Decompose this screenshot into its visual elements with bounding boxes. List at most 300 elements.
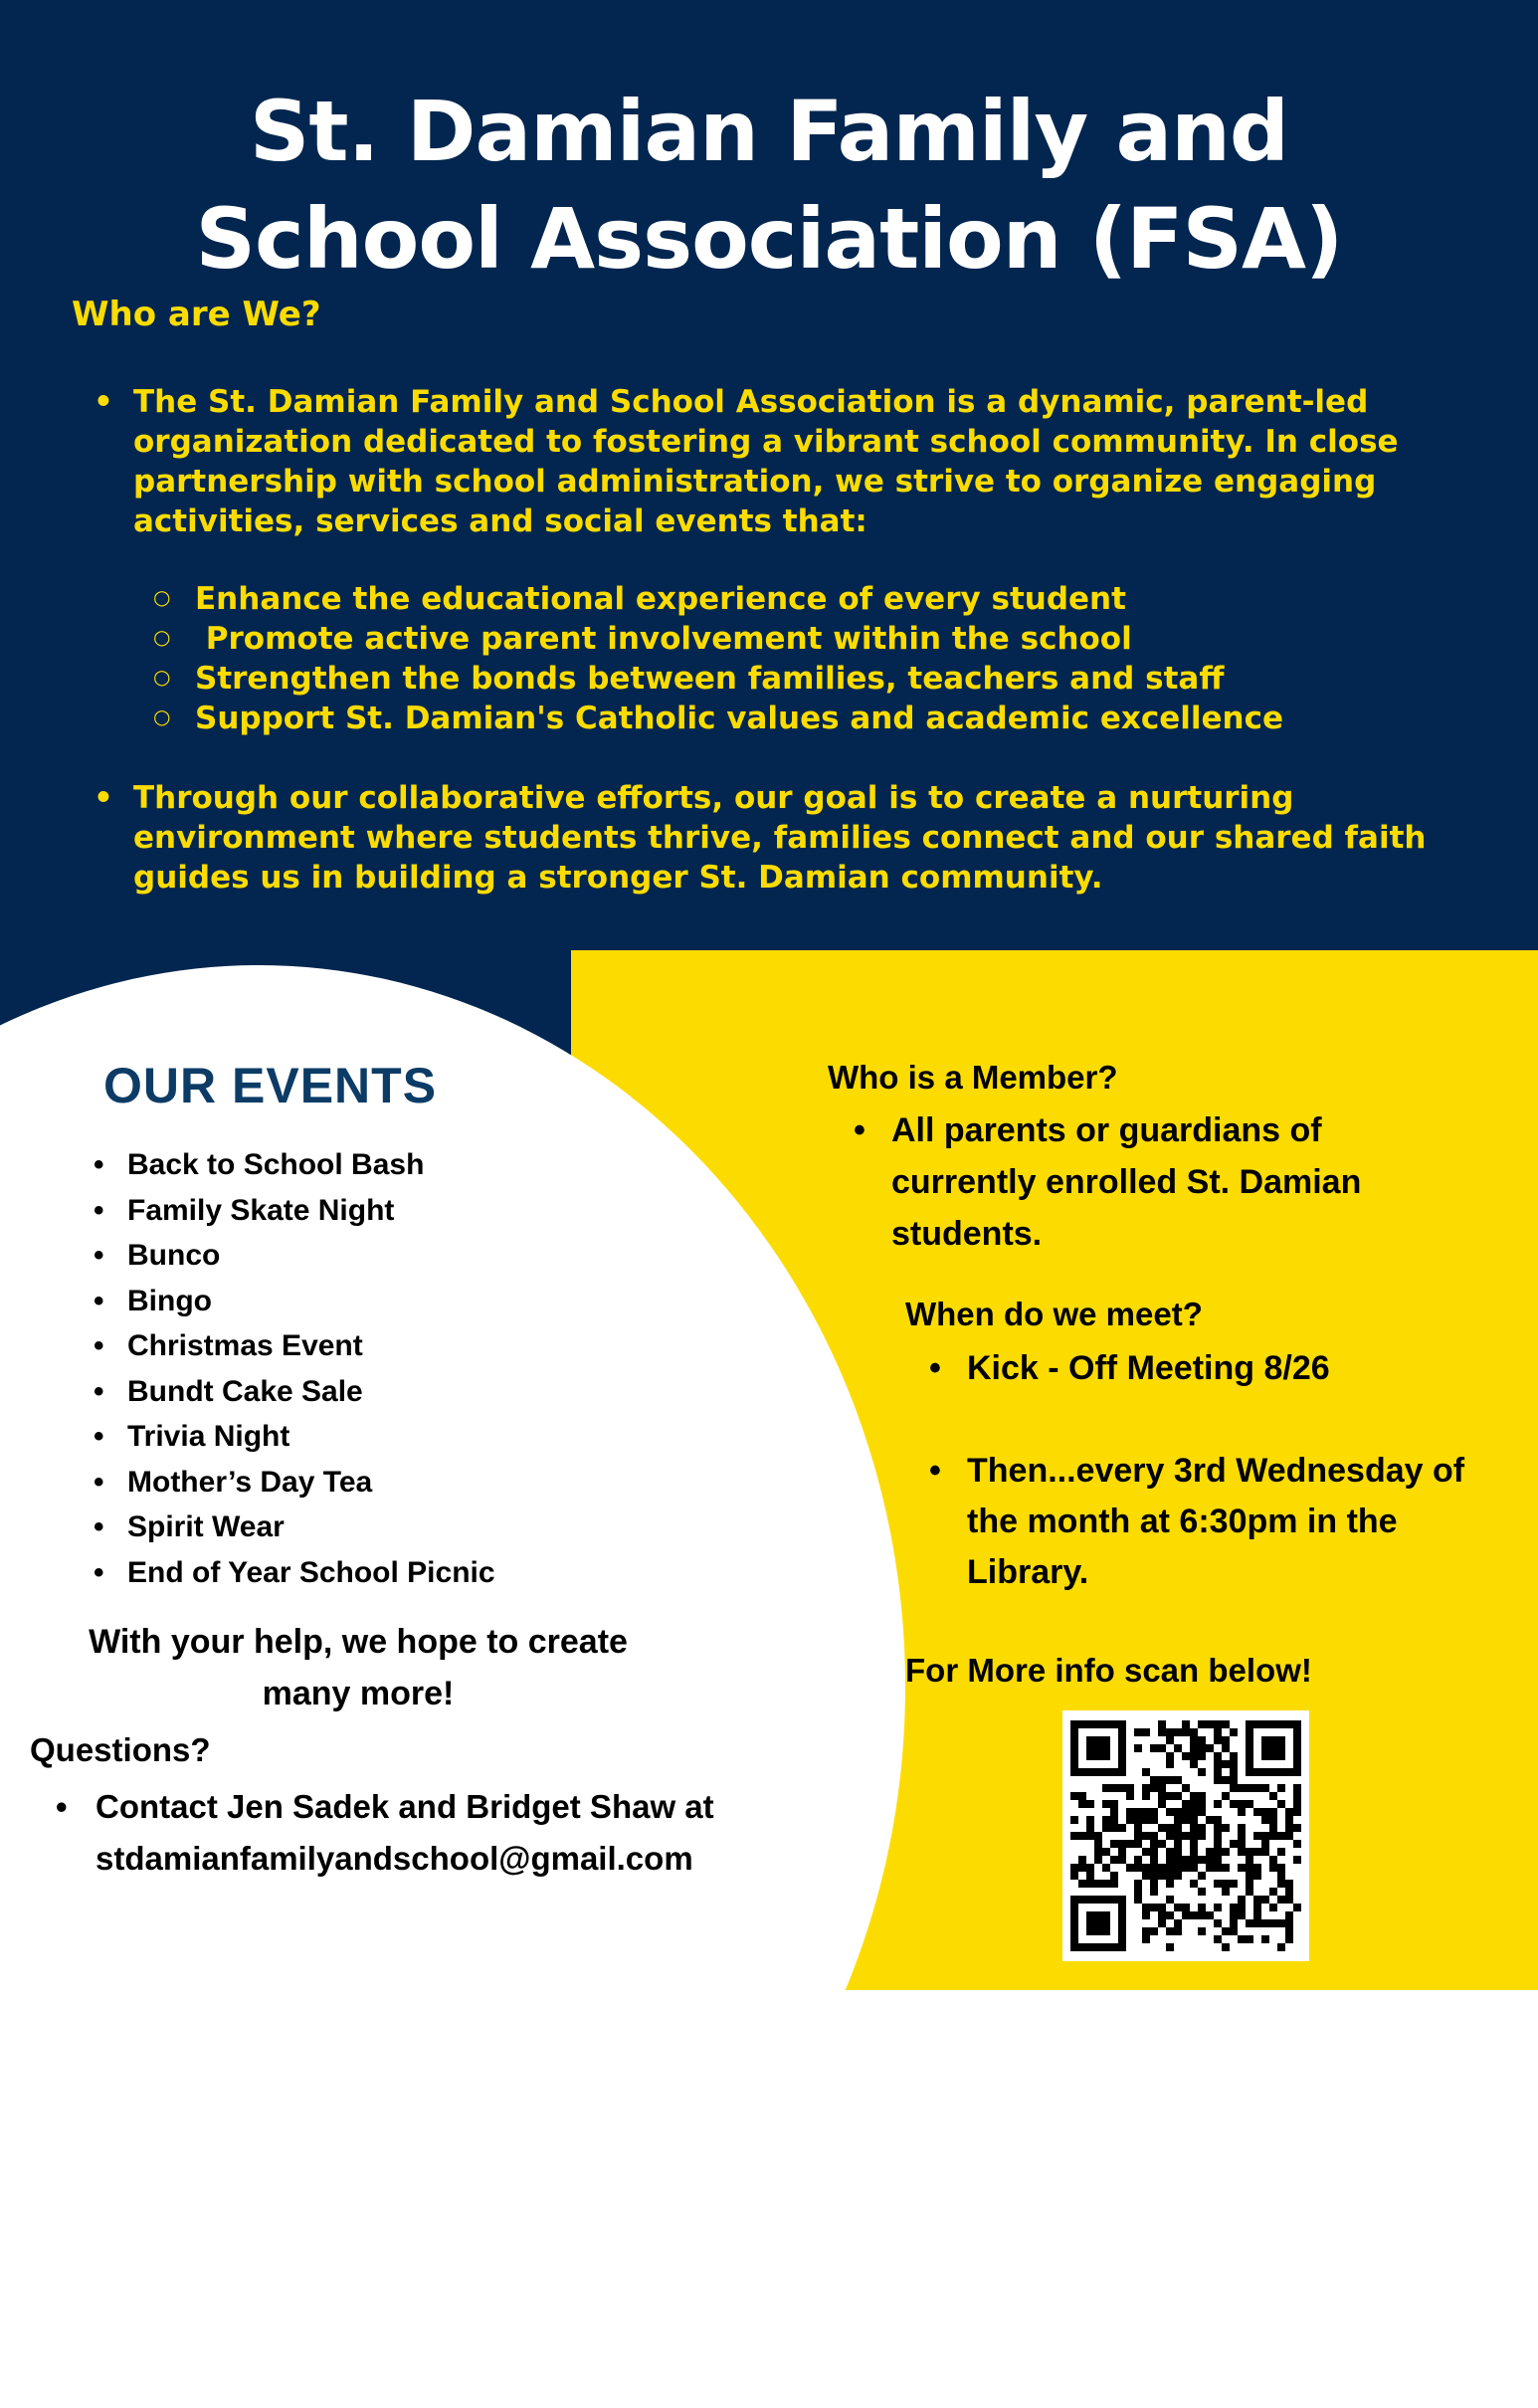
qr-module [1174,1792,1182,1800]
qr-module [1158,1792,1166,1800]
qr-module [1150,1832,1158,1840]
qr-module [1174,1872,1182,1880]
qr-code-graphic [1070,1720,1301,1951]
qr-module [1238,1800,1246,1808]
qr-module [1285,1911,1293,1919]
qr-module [1230,1927,1238,1935]
qr-module [1238,1904,1246,1911]
qr-module [1230,1919,1238,1927]
qr-module [1174,1840,1182,1848]
qr-module [1166,1856,1174,1864]
qr-module [1078,1864,1086,1872]
qr-module [1293,1800,1301,1808]
qr-module [1214,1832,1222,1840]
qr-module [1110,1784,1118,1792]
qr-module [1094,1856,1102,1864]
qr-module [1174,1848,1182,1856]
qr-module [1182,1720,1190,1728]
qr-module [1214,1720,1222,1728]
qr-module [1285,1896,1293,1904]
qr-module [1102,1880,1110,1888]
qr-module [1222,1720,1230,1728]
qr-module [1230,1752,1238,1760]
qr-module [1285,1832,1293,1840]
qr-module [1166,1911,1174,1919]
events-title: OUR EVENTS [103,1058,438,1113]
qr-module [1293,1824,1301,1832]
event-item: • Trivia Night [94,1414,495,1460]
qr-module [1246,1856,1253,1864]
qr-module [1166,1864,1174,1872]
event-item: • End of Year School Picnic [94,1550,495,1596]
qr-module [1158,1776,1166,1784]
qr-module [1230,1800,1238,1808]
qr-code-icon[interactable] [1062,1710,1309,1961]
qr-module [1198,1752,1206,1760]
qr-module [1166,1776,1174,1784]
qr-module [1222,1943,1230,1951]
qr-module [1158,1800,1166,1808]
qr-module [1118,1784,1126,1792]
qr-module [1118,1824,1126,1832]
qr-module [1142,1792,1150,1800]
qr-module [1166,1824,1174,1832]
qr-module [1214,1768,1222,1776]
qr-module [1158,1904,1166,1911]
help-message [40,1616,676,1719]
qr-module [1253,1832,1261,1840]
qr-module [1174,1808,1182,1816]
qr-module [1166,1728,1174,1736]
member-item: • All parents or guardians of currently enrolled St. Damian students. [854,1104,1411,1260]
qr-module [1086,1824,1094,1832]
qr-module [1253,1872,1261,1880]
qr-module [1094,1832,1102,1840]
qr-module [1238,1840,1246,1848]
qr-module [1166,1896,1174,1904]
help-line-2: many more! [262,1675,455,1712]
qr-module [1198,1872,1206,1880]
qr-module [1102,1848,1110,1856]
qr-module [1293,1808,1301,1816]
qr-module [1190,1808,1198,1816]
qr-module [1238,1832,1246,1840]
qr-module [1158,1872,1166,1880]
qr-module [1214,1840,1222,1848]
qr-module [1230,1728,1238,1736]
qr-module [1070,1792,1078,1800]
qr-module [1222,1776,1230,1784]
qr-module [1086,1872,1094,1880]
qr-module [1126,1808,1134,1816]
qr-module [1261,1848,1269,1856]
qr-module [1214,1736,1222,1744]
qr-module [1182,1800,1190,1808]
qr-module [1253,1848,1261,1856]
qr-module [1174,1856,1182,1864]
title-line-2: School Association (FSA) [195,190,1343,288]
qr-module [1246,1800,1253,1808]
qr-module [1166,1792,1174,1800]
qr-module [1078,1792,1086,1800]
qr-module [1150,1904,1158,1911]
qr-module [1198,1824,1206,1832]
qr-module [1222,1848,1230,1856]
qr-module [1142,1935,1150,1943]
qr-finder-inner [1261,1736,1285,1760]
qr-module [1261,1832,1269,1840]
qr-module [1222,1864,1230,1872]
qr-module [1118,1848,1126,1856]
events-list [94,1142,495,1595]
qr-module [1222,1824,1230,1832]
qr-module [1230,1776,1238,1784]
qr-module [1142,1872,1150,1880]
qr-module [1285,1808,1293,1816]
page-title [0,78,1538,293]
qr-module [1158,1911,1166,1919]
qr-module [1214,1880,1222,1888]
qr-module [1230,1911,1238,1919]
qr-module [1110,1840,1118,1848]
qr-module [1166,1880,1174,1888]
qr-module [1126,1816,1134,1824]
qr-module [1102,1800,1110,1808]
qr-module [1134,1832,1142,1840]
qr-module [1086,1880,1094,1888]
qr-module [1246,1935,1253,1943]
qr-module [1293,1840,1301,1848]
qr-module [1246,1848,1253,1856]
meet-item: • Then...every 3rd Wednesday of the month at 6:30pm in the Library. [929,1446,1506,1598]
qr-module [1142,1911,1150,1919]
qr-module [1277,1896,1285,1904]
qr-module [1261,1896,1269,1904]
qr-module [1214,1824,1222,1832]
qr-module [1182,1728,1190,1736]
qr-module [1293,1904,1301,1911]
qr-module [1238,1911,1246,1919]
questions-heading: Questions? [30,1731,211,1768]
qr-module [1190,1848,1198,1856]
qr-module [1277,1848,1285,1856]
goal-item: ○ Strengthen the bonds between families, teachers and staff [133,659,1486,699]
qr-module [1214,1760,1222,1768]
qr-module [1142,1864,1150,1872]
qr-module [1214,1728,1222,1736]
qr-module [1166,1736,1174,1744]
qr-module [1070,1816,1078,1824]
qr-module [1174,1919,1182,1927]
qr-module [1134,1864,1142,1872]
qr-module [1198,1904,1206,1911]
qr-module [1269,1864,1277,1872]
qr-module [1110,1824,1118,1832]
qr-module [1126,1792,1134,1800]
qr-module [1214,1904,1222,1911]
who-are-we-heading: Who are We? [72,295,321,334]
meet-list [929,1343,1506,1598]
qr-module [1166,1760,1174,1768]
qr-module [1238,1784,1246,1792]
qr-module [1150,1744,1158,1752]
qr-module [1190,1911,1198,1919]
qr-module [1134,1880,1142,1888]
qr-module [1261,1840,1269,1848]
qr-module [1174,1816,1182,1824]
qr-module [1134,1744,1142,1752]
member-list [854,1104,1411,1260]
qr-module [1261,1816,1269,1824]
qr-module [1158,1824,1166,1832]
qr-module [1222,1927,1230,1935]
qr-module [1238,1824,1246,1832]
qr-module [1214,1856,1222,1864]
qr-module [1182,1911,1190,1919]
event-item: • Bundt Cake Sale [94,1369,495,1415]
event-item: • Bingo [94,1279,495,1324]
qr-module [1126,1864,1134,1872]
qr-module [1182,1832,1190,1840]
qr-module [1150,1927,1158,1935]
qr-module [1285,1927,1293,1935]
qr-module [1198,1792,1206,1800]
qr-module [1198,1800,1206,1808]
contact-item [56,1781,714,1885]
qr-module [1277,1919,1285,1927]
qr-module [1277,1880,1285,1888]
intro-list [94,382,1486,898]
qr-module [1142,1904,1150,1911]
goal-item: ○ Promote active parent involvement within the school [133,619,1486,659]
qr-module [1222,1760,1230,1768]
qr-module [1070,1864,1078,1872]
qr-module [1190,1816,1198,1824]
qr-module [1182,1856,1190,1864]
qr-module [1253,1919,1261,1927]
qr-module [1214,1848,1222,1856]
qr-module [1222,1744,1230,1752]
qr-module [1190,1840,1198,1848]
contact-list [56,1781,714,1885]
qr-module [1253,1911,1261,1919]
qr-module [1190,1736,1198,1744]
qr-module [1158,1919,1166,1927]
qr-module [1214,1800,1222,1808]
qr-module [1086,1800,1094,1808]
qr-module [1150,1784,1158,1792]
qr-module [1174,1904,1182,1911]
qr-module [1190,1856,1198,1864]
qr-module [1214,1816,1222,1824]
qr-module [1134,1888,1142,1896]
qr-module [1142,1848,1150,1856]
qr-module [1198,1768,1206,1776]
qr-module [1277,1943,1285,1951]
qr-module [1238,1935,1246,1943]
qr-module [1158,1784,1166,1792]
qr-module [1214,1752,1222,1760]
qr-module [1190,1760,1198,1768]
qr-module [1238,1896,1246,1904]
qr-module [1238,1864,1246,1872]
qr-module [1150,1816,1158,1824]
qr-module [1094,1848,1102,1856]
title-line-1: St. Damian Family and [249,83,1289,180]
qr-module [1166,1808,1174,1816]
qr-module [1150,1840,1158,1848]
qr-module [1230,1880,1238,1888]
qr-module [1158,1840,1166,1848]
qr-module [1269,1888,1277,1896]
qr-module [1246,1880,1253,1888]
qr-module [1214,1919,1222,1927]
qr-module [1086,1816,1094,1824]
qr-module [1182,1808,1190,1816]
qr-module [1198,1911,1206,1919]
qr-module [1246,1872,1253,1880]
qr-module [1078,1832,1086,1840]
qr-module [1285,1935,1293,1943]
intro-paragraph-2: • Through our collaborative efforts, our goal is to create a nurturing environment where students thrive, families connect and our shared faith guides us in building a stronger St. Damian community. [94,778,1486,898]
qr-module [1134,1840,1142,1848]
qr-module [1078,1880,1086,1888]
qr-module [1230,1784,1238,1792]
qr-module [1230,1840,1238,1848]
qr-module [1246,1888,1253,1896]
qr-module [1142,1784,1150,1792]
qr-module [1277,1872,1285,1880]
qr-module [1078,1856,1086,1864]
qr-module [1102,1784,1110,1792]
intro-paragraph-1-text: The St. Damian Family and School Association is a dynamic, parent-led organization dedicated to fostering a vibrant school community. In close partnership with school administration, we strive to organize engaging activities, services and social events that: [133,384,1399,539]
qr-module [1253,1896,1261,1904]
qr-module [1285,1816,1293,1824]
qr-module [1206,1720,1214,1728]
qr-module [1190,1752,1198,1760]
qr-module [1277,1864,1285,1872]
qr-module [1110,1880,1118,1888]
qr-module [1261,1808,1269,1816]
qr-module [1293,1856,1301,1864]
qr-module [1078,1800,1086,1808]
qr-module [1293,1784,1301,1792]
goals-list [133,579,1486,738]
qr-module [1110,1800,1118,1808]
qr-module [1246,1784,1253,1792]
qr-module [1086,1832,1094,1840]
qr-module [1190,1744,1198,1752]
qr-module [1285,1888,1293,1896]
qr-module [1261,1935,1269,1943]
qr-module [1166,1927,1174,1935]
event-item: • Family Skate Night [94,1188,495,1234]
qr-module [1293,1792,1301,1800]
qr-module [1206,1744,1214,1752]
event-item: • Mother’s Day Tea [94,1460,495,1505]
event-item: • Bunco [94,1233,495,1279]
qr-module [1166,1872,1174,1880]
qr-module [1230,1904,1238,1911]
qr-module [1150,1808,1158,1816]
qr-module [1198,1832,1206,1840]
qr-module [1182,1752,1190,1760]
qr-module [1206,1848,1214,1856]
qr-module [1166,1832,1174,1840]
qr-module [1206,1816,1214,1824]
goal-item: ○ Enhance the educational experience of every student [133,579,1486,619]
qr-module [1190,1864,1198,1872]
event-item: • Back to School Bash [94,1142,495,1188]
qr-module [1246,1919,1253,1927]
qr-module [1214,1864,1222,1872]
qr-module [1142,1927,1150,1935]
qr-module [1190,1792,1198,1800]
meet-heading: When do we meet? [905,1296,1203,1332]
qr-module [1269,1792,1277,1800]
qr-module [1222,1792,1230,1800]
qr-module [1238,1848,1246,1856]
qr-module [1166,1943,1174,1951]
qr-module [1182,1864,1190,1872]
qr-module [1094,1840,1102,1848]
more-info-text: For More info scan below! [905,1652,1312,1689]
contact-email-link[interactable]: stdamianfamilyandschool@gmail.com [96,1840,693,1877]
qr-module [1142,1768,1150,1776]
qr-module [1150,1888,1158,1896]
qr-module [1118,1856,1126,1864]
qr-module [1174,1744,1182,1752]
qr-module [1198,1744,1206,1752]
qr-module [1198,1736,1206,1744]
qr-module [1070,1832,1078,1840]
qr-module [1150,1848,1158,1856]
qr-module [1150,1880,1158,1888]
qr-module [1174,1824,1182,1832]
qr-module [1158,1864,1166,1872]
qr-module [1182,1904,1190,1911]
qr-module [1126,1840,1134,1848]
qr-module [1158,1720,1166,1728]
qr-module [1198,1720,1206,1728]
qr-module [1230,1760,1238,1768]
qr-module [1277,1800,1285,1808]
qr-module [1102,1864,1110,1872]
qr-module [1150,1872,1158,1880]
qr-module [1269,1832,1277,1840]
qr-module [1190,1880,1198,1888]
qr-module [1070,1872,1078,1880]
intro-paragraph-1 [94,382,1486,738]
qr-module [1190,1800,1198,1808]
qr-module [1198,1927,1206,1935]
qr-module [1158,1744,1166,1752]
qr-module [1158,1728,1166,1736]
help-line-1: With your help, we hope to create [89,1623,628,1661]
qr-module [1222,1880,1230,1888]
qr-module [1253,1864,1261,1872]
qr-module [1277,1784,1285,1792]
qr-module [1134,1808,1142,1816]
qr-module [1269,1808,1277,1816]
qr-module [1222,1736,1230,1744]
qr-module [1142,1808,1150,1816]
qr-module [1214,1776,1222,1784]
qr-module [1285,1824,1293,1832]
qr-module [1150,1776,1158,1784]
qr-module [1134,1824,1142,1832]
qr-module [1253,1784,1261,1792]
